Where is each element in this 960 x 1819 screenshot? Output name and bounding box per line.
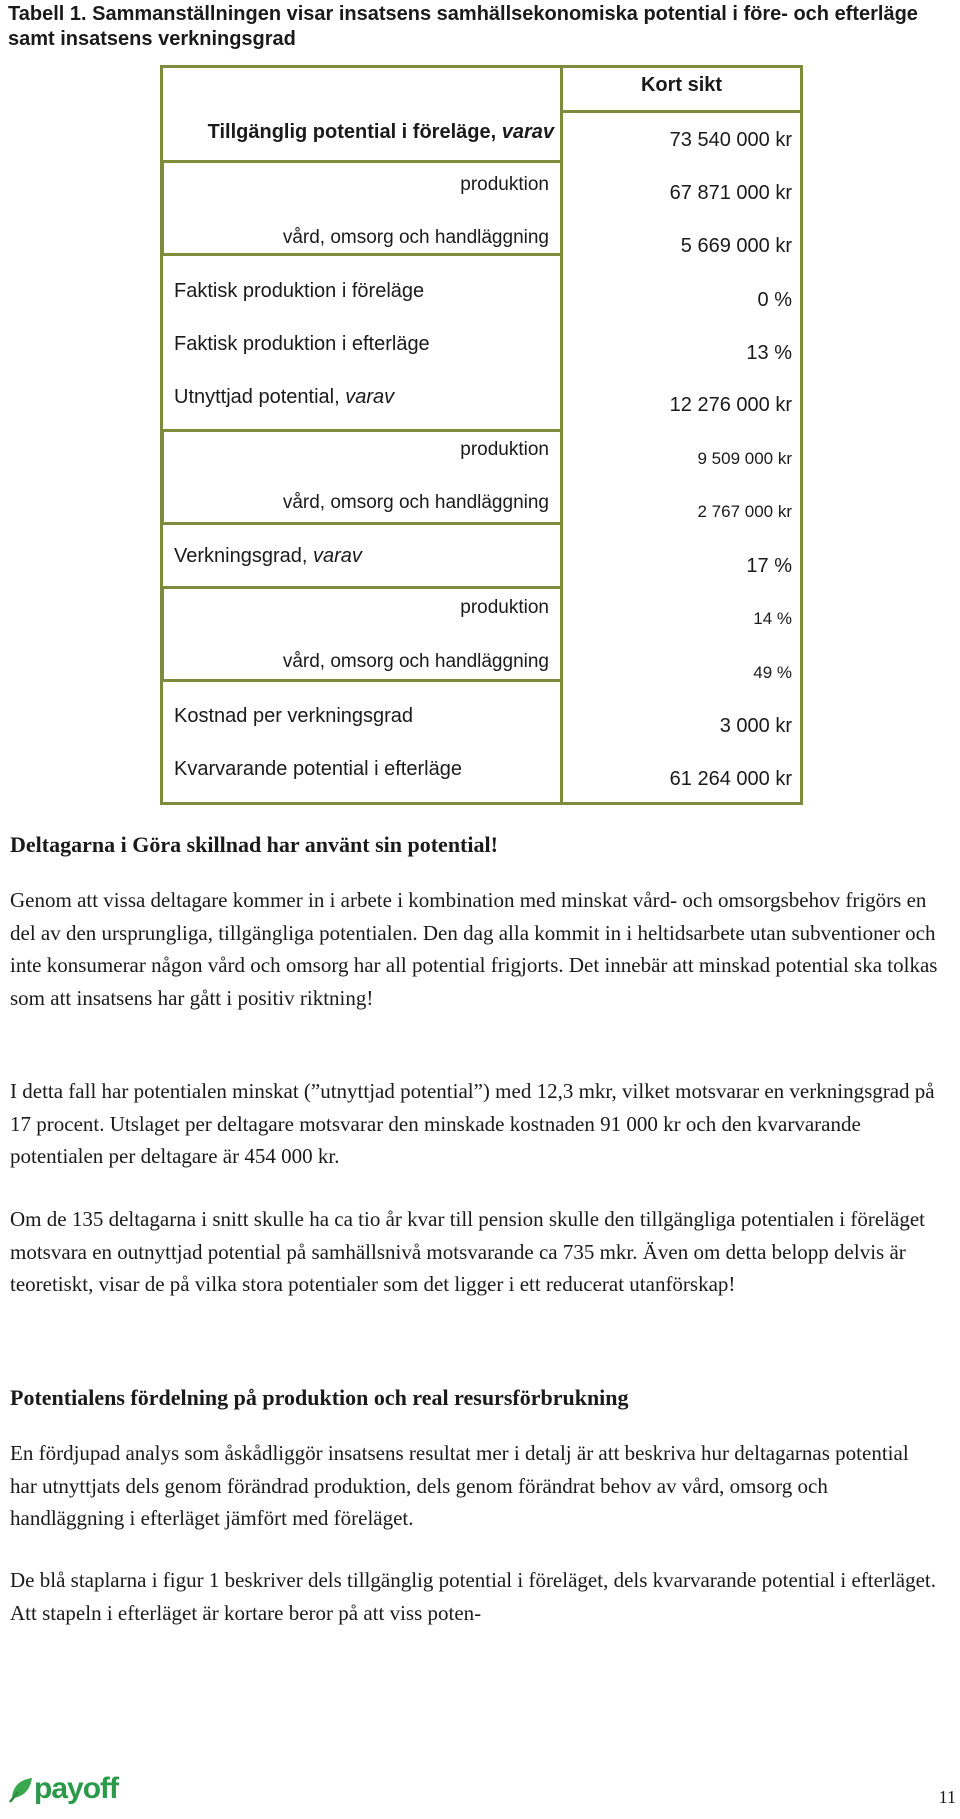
row-value-kostnad: 3 000 kr (719, 715, 792, 737)
leaf-icon (8, 1774, 34, 1804)
paragraph-5: De blå staplarna i figur 1 beskriver dels tillgänglig potential i föreläget, dels kvarvarande potential i efterläget. Att stapeln i efterläget är kortare beror på att viss poten- (10, 1568, 936, 1625)
row-value-produktion-2: 9 509 000 kr (697, 449, 792, 468)
row-value-vard-2: 2 767 000 kr (697, 502, 792, 521)
logo-text: payoff (34, 1772, 118, 1805)
paragraph-1: Genom att vissa deltagare kommer in i arbete i kombination med minskat vård- och omsorgsbehov frigörs en del av den ursprungliga, tillgängliga potentialen. Den dag alla kommit in i heltidsarbete utan subventioner och inte konsumerar någon vård och omsorg har all potential frigjorts. Det innebär att minskad potential ska tolkas som att insatsens har gått i positiv riktning! (10, 888, 938, 1010)
row-value-faktisk-forelage: 0 % (757, 289, 792, 311)
row-label-faktisk-efterlage: Faktisk produktion i efterläge (174, 333, 430, 355)
section-heading-fordelning: Potentialens fördelning på produktion och real resursförbrukning (10, 1385, 629, 1410)
paragraph-2: I detta fall har potentialen minskat (”utnyttjad potential”) med 12,3 mkr, vilket motsvarar en verkningsgrad på 17 procent. Utslaget per deltagare motsvarar den minskade kostnaden 91 000 kr och den kvarvarande potentialen per deltagare är 454 000 kr. (10, 1079, 935, 1168)
row-label-verkningsgrad: Verkningsgrad, varav (174, 545, 362, 567)
row-label-produktion-1: produktion (460, 174, 549, 195)
row-label-kostnad: Kostnad per verkningsgrad (174, 705, 414, 727)
paragraph-3: Om de 135 deltagarna i snitt skulle ha ca tio år kvar till pension skulle den tillgängliga potentialen i föreläget motsvara en outnyttjad potential på samhällsnivå motsvarande ca 735 mkr. Även om detta belopp delvis är teoretiskt, visar de på vilka stora potentialer som det ligger i ett reducerat utanförskap! (10, 1207, 925, 1296)
row-value-vard-3: 49 % (753, 663, 792, 682)
column-header-kort-sikt: Kort sikt (640, 74, 723, 96)
section-heading-potential: Deltagarna i Göra skillnad har använt sin potential! (10, 832, 498, 857)
table-outer-right (560, 65, 803, 805)
row-label-utnyttjad-potential: Utnyttjad potential, varav (174, 386, 395, 408)
page-number: 11 (938, 1787, 956, 1807)
row-label-tillganglig-potential: Tillgänglig potential i föreläge, varav (207, 121, 554, 143)
row-value-vard-1: 5 669 000 kr (680, 235, 792, 257)
row-value-verkningsgrad: 17 % (746, 555, 792, 577)
row-value-produktion-1: 67 871 000 kr (669, 182, 792, 204)
row-label-produktion-2: produktion (460, 439, 549, 460)
row-value-utnyttjad-potential: 12 276 000 kr (669, 394, 792, 416)
table-caption: Tabell 1. Sammanställningen visar insatsens samhällsekonomiska potential i före- och efterläge samt insatsens verkningsgrad (8, 3, 918, 50)
row-value-tillganglig-potential: 73 540 000 kr (669, 129, 792, 151)
row-label-vard-3: vård, omsorg och handläggning (282, 651, 549, 672)
paragraph-4: En fördjupad analys som åskådliggör insatsens resultat mer i detalj är att beskriva hur deltagarnas potential har utnyttjats dels genom förändrad produktion, dels genom förändrat behov av vård, omsorg och handläggning i efterläget jämfört med föreläget. (10, 1441, 909, 1530)
row-value-produktion-3: 14 % (753, 609, 792, 628)
row-label-kvarvarande: Kvarvarande potential i efterläge (174, 758, 462, 780)
payoff-logo (8, 1772, 118, 1806)
row-label-produktion-3: produktion (460, 597, 549, 618)
row-label-vard-2: vård, omsorg och handläggning (282, 492, 549, 513)
row-value-faktisk-efterlage: 13 % (746, 342, 792, 364)
row-value-kvarvarande: 61 264 000 kr (669, 768, 792, 790)
row-label-faktisk-forelage: Faktisk produktion i föreläge (174, 280, 425, 302)
row-label-vard-1: vård, omsorg och handläggning (282, 227, 549, 248)
